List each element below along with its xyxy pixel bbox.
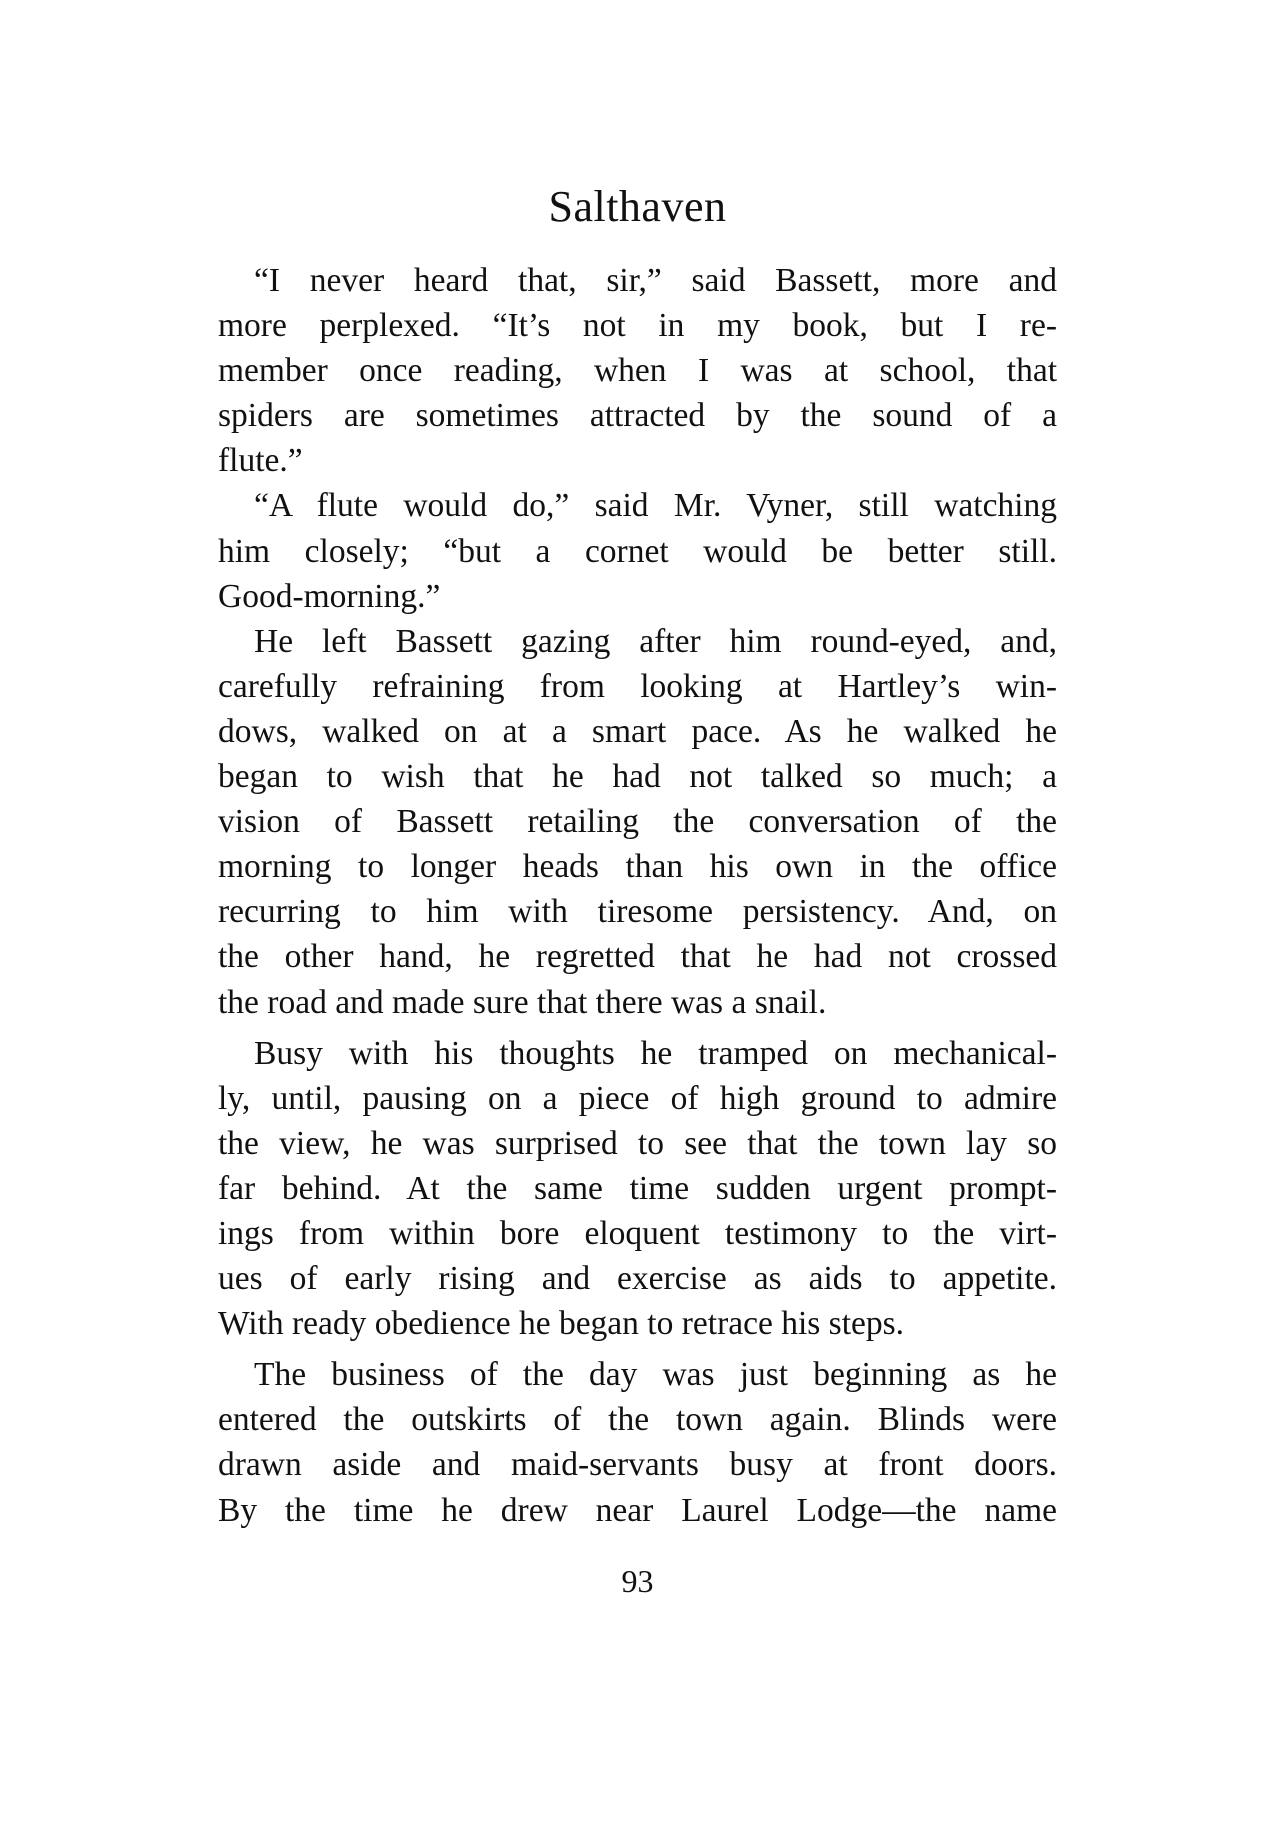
text-line: ly, until, pausing on a piece of high ground to admire [218, 1079, 1057, 1117]
text-line: spiders are sometimes attracted by the sound of a [218, 397, 1057, 435]
paragraph-1 [218, 258, 1057, 483]
text-line: dows, walked on at a smart pace. As he walked he [218, 712, 1057, 750]
running-head: Salthaven [548, 182, 727, 231]
text-line: began to wish that he had not talked so much; a [218, 758, 1057, 796]
paragraph-5 [218, 1352, 1057, 1532]
text-line: With ready obedience he began to retrace his steps. [218, 1305, 905, 1343]
body-text [218, 258, 1057, 1533]
text-line: The business of the day was just beginning as he [254, 1356, 1057, 1394]
text-line: He left Bassett gazing after him round-eyed, and, [254, 622, 1057, 660]
text-line: “A flute would do,” said Mr. Vyner, still watching [254, 487, 1057, 525]
text-line: ings from within bore eloquent testimony to the virt- [218, 1214, 1057, 1252]
text-line: the view, he was surprised to see that the town lay so [218, 1124, 1057, 1162]
text-line: ues of early rising and exercise as aids to appetite. [218, 1260, 1057, 1298]
text-line: By the time he drew near Laurel Lodge—the name [218, 1491, 1057, 1529]
paragraph-3 [218, 619, 1057, 1025]
text-line: member once reading, when I was at school, that [218, 352, 1057, 390]
text-line: far behind. At the same time sudden urgent prompt- [218, 1169, 1057, 1207]
paragraph-2 [218, 483, 1057, 618]
text-line: flute.” [218, 442, 303, 480]
page-number: 93 [621, 1563, 654, 1599]
text-line: more perplexed. “It’s not in my book, but I re- [218, 307, 1057, 345]
text-line: the other hand, he regretted that he had not crossed [218, 938, 1057, 976]
text-line: Busy with his thoughts he tramped on mechanical- [254, 1034, 1057, 1072]
text-line: entered the outskirts of the town again. Blinds were [218, 1401, 1057, 1439]
text-line: “I never heard that, sir,” said Bassett, more and [254, 262, 1057, 299]
text-line: recurring to him with tiresome persistency. And, on [218, 893, 1057, 931]
text-line: the road and made sure that there was a snail. [218, 983, 827, 1021]
text-line: him closely; “but a cornet would be better still. [218, 532, 1057, 570]
text-line: drawn aside and maid-servants busy at front doors. [218, 1446, 1057, 1484]
text-line: morning to longer heads than his own in the office [218, 848, 1057, 886]
text-line: carefully refraining from looking at Hartley’s win- [218, 667, 1057, 705]
text-line: Good-morning.” [218, 577, 441, 615]
paragraph-4 [218, 1031, 1057, 1347]
text-line: vision of Bassett retailing the conversation of the [218, 803, 1057, 841]
